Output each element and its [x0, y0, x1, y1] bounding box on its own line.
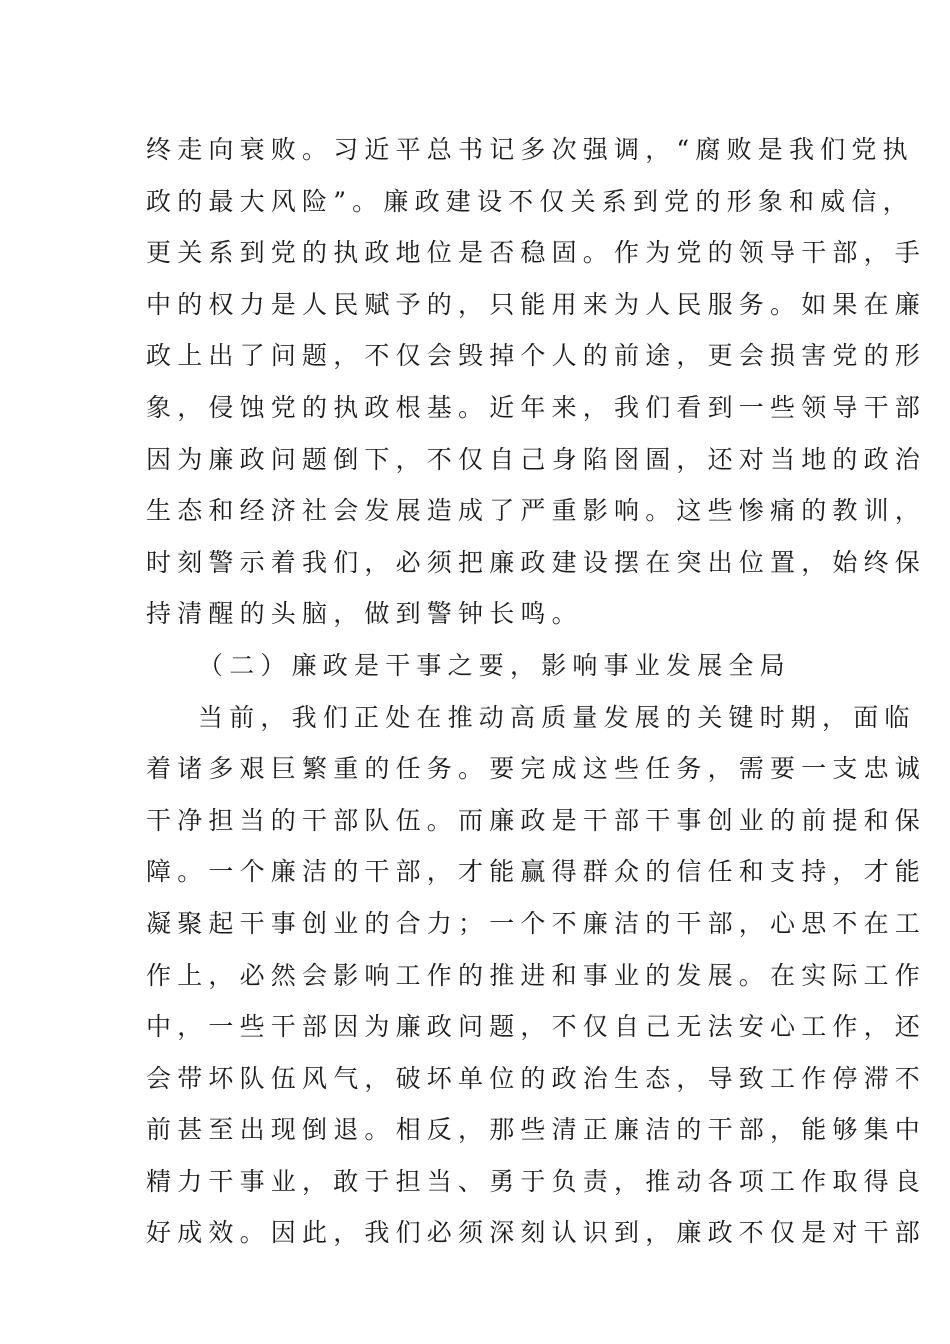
- paragraph-line: 好成效。因此，我们必须深刻认识到，廉政不仅是对干部: [146, 1218, 927, 1248]
- paragraph-line: 中的权力是人民赋予的，只能用来为人民服务。如果在廉: [146, 289, 927, 319]
- paragraph-line: 凝聚起干事创业的合力；一个不廉洁的干部，心思不在工: [146, 908, 927, 938]
- document-body: [146, 124, 927, 1259]
- paragraph-line: 象，侵蚀党的执政根基。近年来，我们看到一些领导干部: [146, 392, 927, 422]
- paragraph-line: 干净担当的干部队伍。而廉政是干部干事创业的前提和保: [146, 805, 927, 835]
- paragraph-line: 持清醒的头脑，做到警钟长鸣。: [146, 599, 583, 629]
- paragraph-line: 生态和经济社会发展造成了严重影响。这些惨痛的教训，: [146, 496, 927, 526]
- paragraph-1: [146, 124, 927, 640]
- paragraph-line: 障。一个廉洁的干部，才能赢得群众的信任和支持，才能: [146, 857, 927, 887]
- paragraph-line: 时刻警示着我们，必须把廉政建设摆在突出位置，始终保: [146, 547, 927, 577]
- paragraph-line: 作上，必然会影响工作的推进和事业的发展。在实际工作: [146, 960, 927, 990]
- paragraph-line: 会带坏队伍风气，破坏单位的政治生态，导致工作停滞不: [146, 1063, 927, 1093]
- paragraph-line: 终走向衰败。习近平总书记多次强调，“腐败是我们党执: [146, 135, 914, 164]
- section-heading: （二）廉政是干事之要，影响事业发展全局: [198, 650, 791, 680]
- paragraph-line: 更关系到党的执政地位是否稳固。作为党的领导干部，手: [146, 238, 927, 268]
- paragraph-line: 前甚至出现倒退。相反，那些清正廉洁的干部，能够集中: [146, 1115, 927, 1145]
- paragraph-line: 当前，我们正处在推动高质量发展的关键时期，面临: [198, 702, 916, 732]
- paragraph-line: 着诸多艰巨繁重的任务。要完成这些任务，需要一支忠诚: [146, 754, 927, 784]
- paragraph-line: 政上出了问题，不仅会毁掉个人的前途，更会损害党的形: [146, 341, 927, 371]
- paragraph-line: 政的最大风险”。廉政建设不仅关系到党的形象和威信，: [146, 186, 914, 216]
- paragraph-line: 中，一些干部因为廉政问题，不仅自己无法安心工作，还: [146, 1012, 927, 1042]
- paragraph-2: [146, 692, 927, 1260]
- paragraph-line: 因为廉政问题倒下，不仅自己身陷囹圄，还对当地的政治: [146, 444, 927, 474]
- paragraph-line: 精力干事业，敢于担当、勇于负责，推动各项工作取得良: [146, 1166, 927, 1196]
